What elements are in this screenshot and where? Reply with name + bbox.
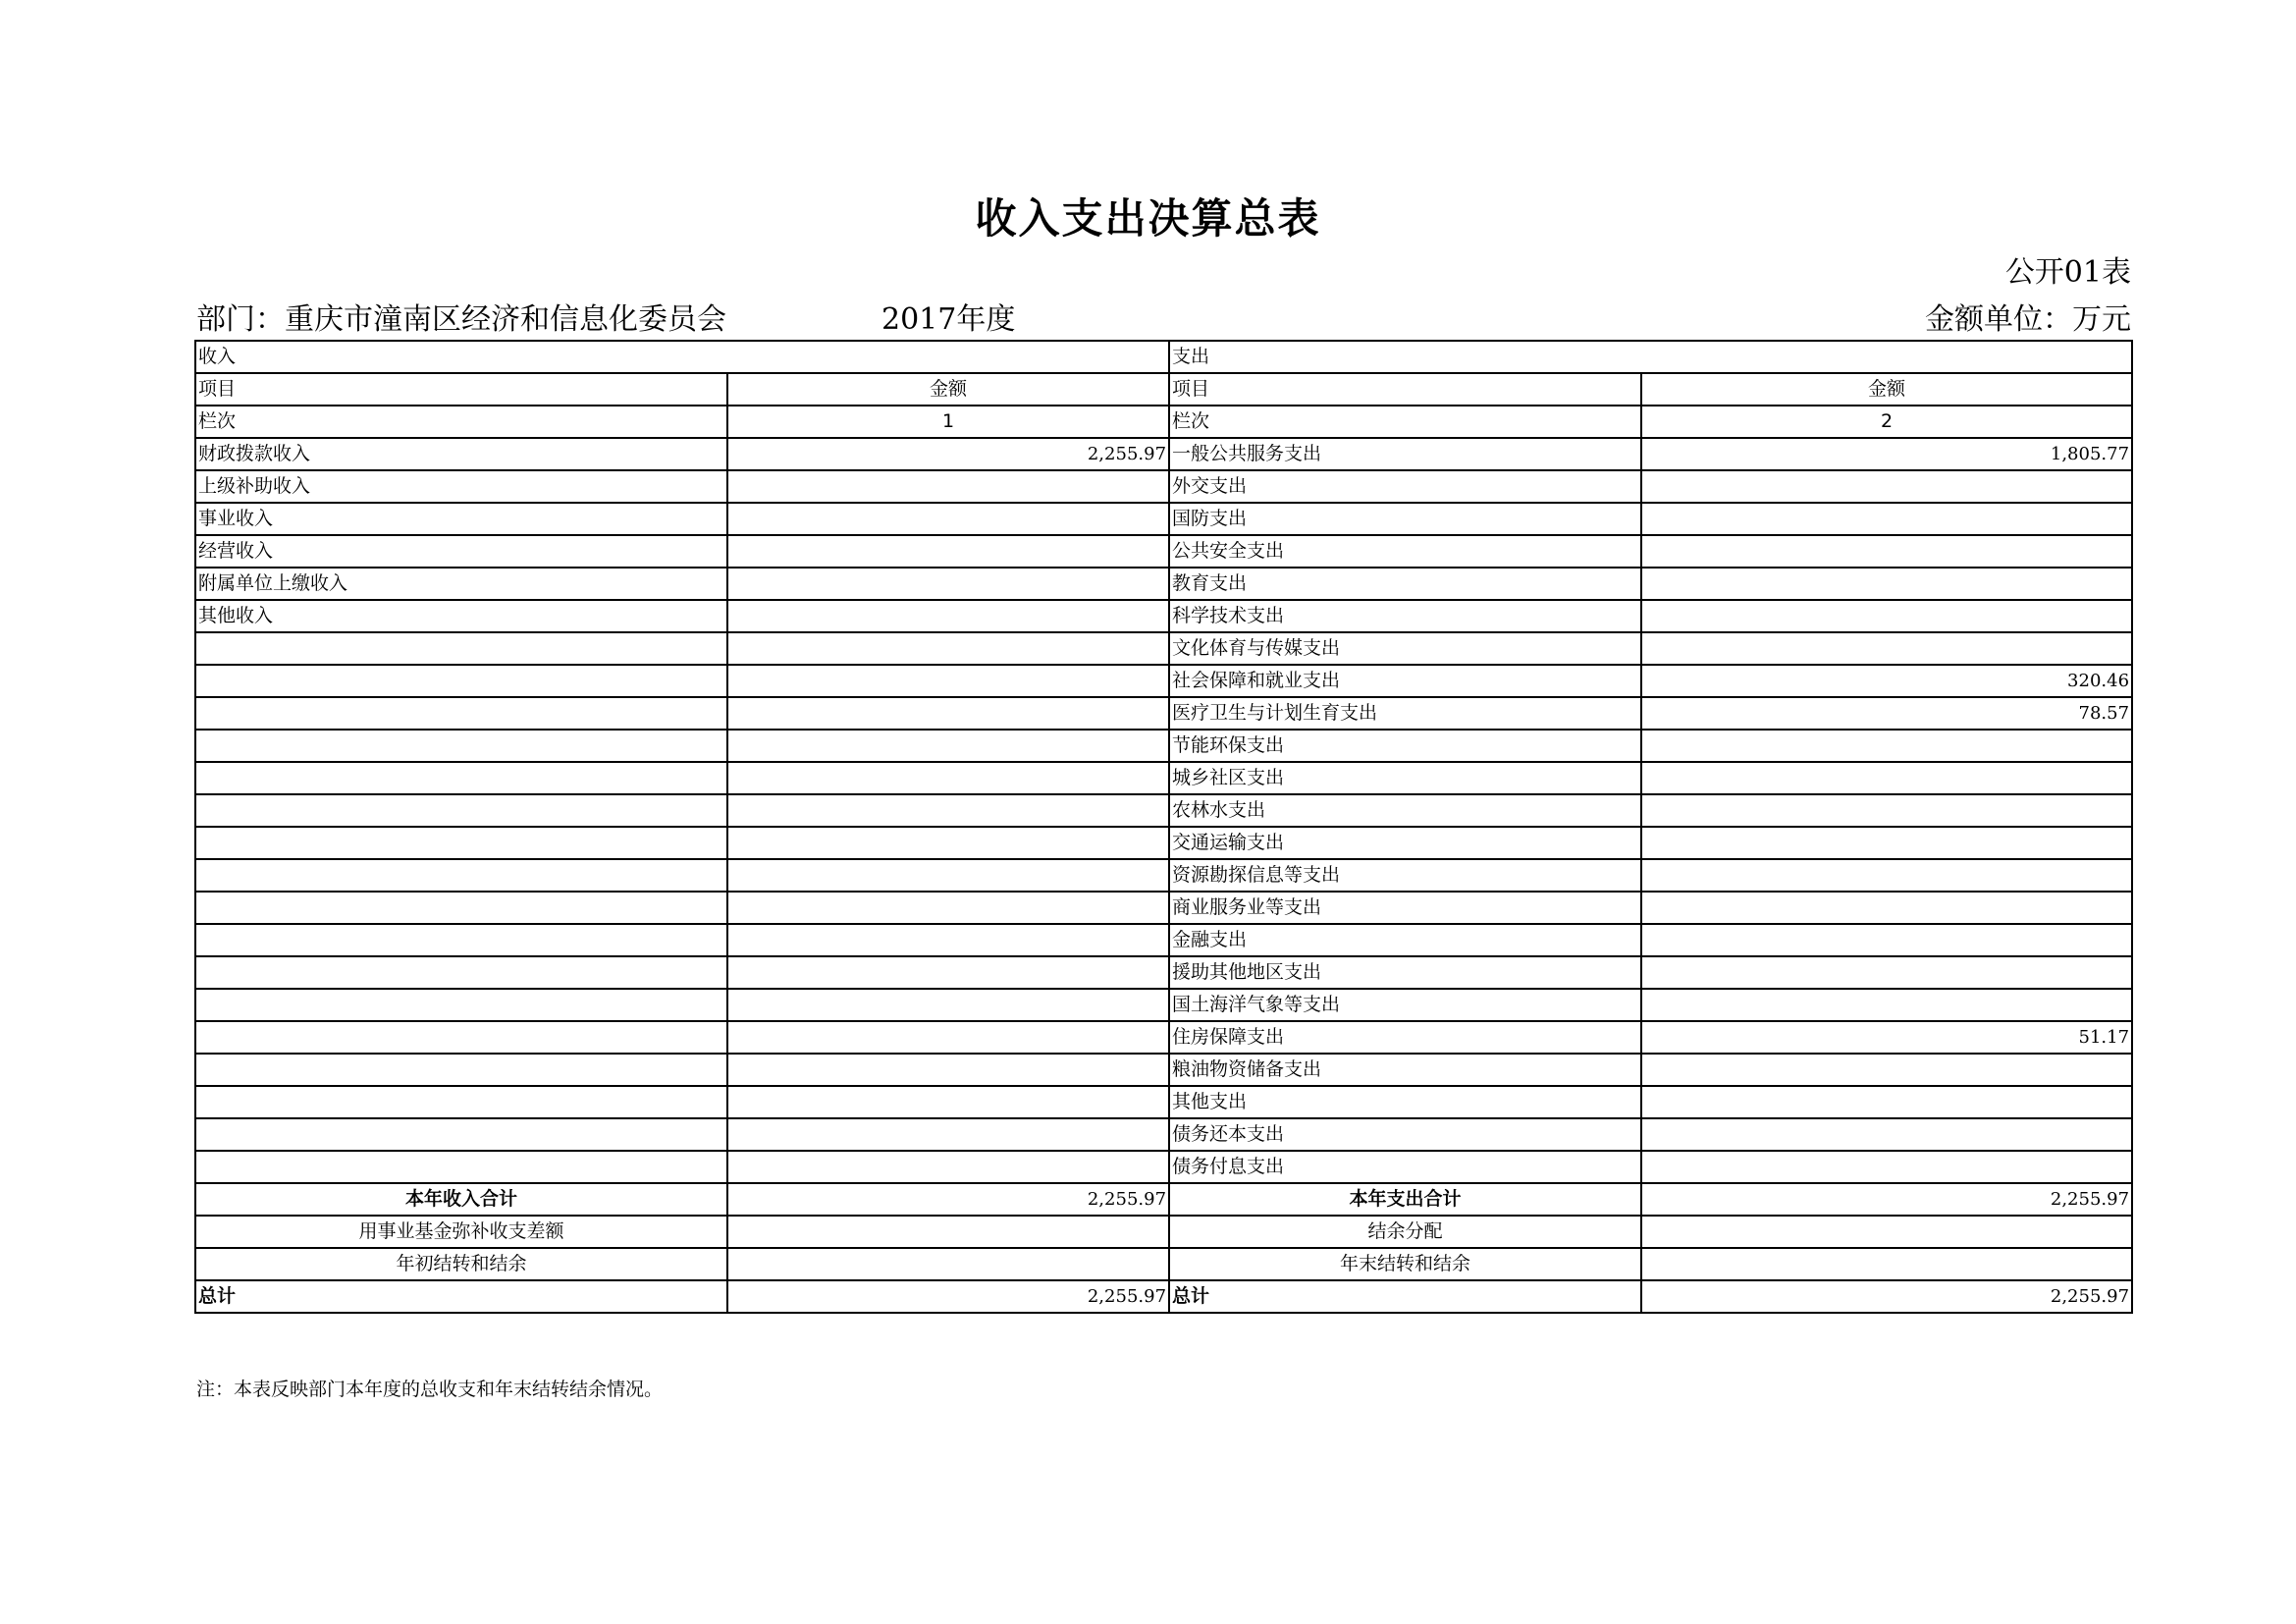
expense-item: 国防支出: [1169, 503, 1641, 535]
table-row: [195, 665, 2132, 697]
income-amount: [727, 632, 1169, 665]
expense-amount: [1641, 892, 2132, 924]
table-row: [195, 1151, 2132, 1183]
total-income-label: 本年收入合计: [195, 1183, 727, 1216]
form-number: 公开01表: [2004, 255, 2131, 290]
expense-item: 援助其他地区支出: [1169, 956, 1641, 989]
income-amount: [727, 470, 1169, 503]
income-amount: [727, 892, 1169, 924]
income-item: [195, 892, 727, 924]
expense-amount: [1641, 1151, 2132, 1183]
expense-item: 教育支出: [1169, 568, 1641, 600]
income-item: [195, 697, 727, 730]
table-row: [195, 535, 2132, 568]
begin-carryover-label: 年初结转和结余: [195, 1248, 727, 1280]
expense-item: 城乡社区支出: [1169, 762, 1641, 794]
expense-amount: [1641, 859, 2132, 892]
table-row: [195, 956, 2132, 989]
carryover-row: [195, 1248, 2132, 1280]
table-row: [195, 438, 2132, 470]
expense-amount: [1641, 503, 2132, 535]
expense-amount: 51.17: [1641, 1021, 2132, 1054]
fund-make-up-label: 用事业基金弥补收支差额: [195, 1216, 727, 1248]
expense-amount: 1,805.77: [1641, 438, 2132, 470]
income-item: [195, 1151, 727, 1183]
income-item: [195, 1118, 727, 1151]
table-row: [195, 730, 2132, 762]
expense-item: 交通运输支出: [1169, 827, 1641, 859]
expense-amount: [1641, 794, 2132, 827]
income-amount: [727, 568, 1169, 600]
income-amount: [727, 956, 1169, 989]
expense-item: 住房保障支出: [1169, 1021, 1641, 1054]
expense-item: 国土海洋气象等支出: [1169, 989, 1641, 1021]
income-item: [195, 665, 727, 697]
table-row: [195, 632, 2132, 665]
income-item-header: 项目: [195, 373, 727, 406]
end-carryover-amount: [1641, 1248, 2132, 1280]
column-index-row: [195, 406, 2132, 438]
income-amount: 2,255.97: [727, 438, 1169, 470]
expense-item: 债务还本支出: [1169, 1118, 1641, 1151]
expense-amount: [1641, 827, 2132, 859]
surplus-distribution-label: 结余分配: [1169, 1216, 1641, 1248]
expense-amount: 320.46: [1641, 665, 2132, 697]
expense-item: 农林水支出: [1169, 794, 1641, 827]
expense-item: 公共安全支出: [1169, 535, 1641, 568]
fund-make-up-amount: [727, 1216, 1169, 1248]
grand-total-row: [195, 1280, 2132, 1313]
section-header-row: [195, 341, 2132, 373]
table-row: [195, 600, 2132, 632]
expense-amount: [1641, 470, 2132, 503]
income-amount: [727, 665, 1169, 697]
income-item: 附属单位上缴收入: [195, 568, 727, 600]
expense-amount: 78.57: [1641, 697, 2132, 730]
table-note: 注：本表反映部门本年度的总收支和年末结转结余情况。: [196, 1379, 664, 1400]
table-row: [195, 697, 2132, 730]
income-index-number: 1: [727, 406, 1169, 438]
income-item: 其他收入: [195, 600, 727, 632]
amount-unit: 金额单位：万元: [1925, 302, 2131, 337]
income-expense-table: [194, 340, 2133, 1314]
expense-item: 科学技术支出: [1169, 600, 1641, 632]
department-label: 部门：重庆市潼南区经济和信息化委员会: [196, 302, 726, 337]
expense-amount: [1641, 956, 2132, 989]
income-amount: [727, 989, 1169, 1021]
income-item: [195, 1054, 727, 1086]
table-row: [195, 568, 2132, 600]
income-amount: [727, 859, 1169, 892]
grand-total-label-expense: 总计: [1169, 1280, 1641, 1313]
income-item: [195, 956, 727, 989]
table-row: [195, 762, 2132, 794]
table-row: [195, 1021, 2132, 1054]
income-amount: [727, 827, 1169, 859]
table-row: [195, 924, 2132, 956]
income-amount: [727, 535, 1169, 568]
table-row: [195, 470, 2132, 503]
income-item: 上级补助收入: [195, 470, 727, 503]
table-row: [195, 1054, 2132, 1086]
income-amount: [727, 730, 1169, 762]
expense-amount: [1641, 600, 2132, 632]
income-amount: [727, 1086, 1169, 1118]
table-row: [195, 503, 2132, 535]
grand-total-income: 2,255.97: [727, 1280, 1169, 1313]
fund-row: [195, 1216, 2132, 1248]
expense-amount: [1641, 989, 2132, 1021]
table-row: [195, 1118, 2132, 1151]
expense-item-header: 项目: [1169, 373, 1641, 406]
expense-amount: [1641, 1118, 2132, 1151]
expense-item: 外交支出: [1169, 470, 1641, 503]
expense-amount: [1641, 924, 2132, 956]
expense-amount-header: 金额: [1641, 373, 2132, 406]
expense-amount: [1641, 1054, 2132, 1086]
end-carryover-label: 年末结转和结余: [1169, 1248, 1641, 1280]
income-amount: [727, 1118, 1169, 1151]
income-amount: [727, 794, 1169, 827]
table-row: [195, 1086, 2132, 1118]
expense-amount: [1641, 1086, 2132, 1118]
income-amount: [727, 503, 1169, 535]
expense-item: 金融支出: [1169, 924, 1641, 956]
expense-item: 其他支出: [1169, 1086, 1641, 1118]
income-item: 经营收入: [195, 535, 727, 568]
income-item: [195, 762, 727, 794]
expense-item: 医疗卫生与计划生育支出: [1169, 697, 1641, 730]
income-item: 事业收入: [195, 503, 727, 535]
income-section-header: 收入: [195, 341, 1169, 373]
income-item: [195, 827, 727, 859]
expense-item: 粮油物资储备支出: [1169, 1054, 1641, 1086]
table-row: [195, 892, 2132, 924]
income-amount: [727, 762, 1169, 794]
surplus-distribution-amount: [1641, 1216, 2132, 1248]
income-amount-header: 金额: [727, 373, 1169, 406]
expense-index-label: 栏次: [1169, 406, 1641, 438]
total-expense-amount: 2,255.97: [1641, 1183, 2132, 1216]
expense-amount: [1641, 568, 2132, 600]
table-row: [195, 794, 2132, 827]
income-amount: [727, 1054, 1169, 1086]
table-row: [195, 827, 2132, 859]
expense-section-header: 支出: [1169, 341, 2132, 373]
total-income-amount: 2,255.97: [727, 1183, 1169, 1216]
expense-item: 文化体育与传媒支出: [1169, 632, 1641, 665]
income-amount: [727, 924, 1169, 956]
income-item: 财政拨款收入: [195, 438, 727, 470]
total-expense-label: 本年支出合计: [1169, 1183, 1641, 1216]
expense-item: 节能环保支出: [1169, 730, 1641, 762]
expense-amount: [1641, 535, 2132, 568]
expense-item: 资源勘探信息等支出: [1169, 859, 1641, 892]
column-header-row: [195, 373, 2132, 406]
income-amount: [727, 1151, 1169, 1183]
income-item: [195, 632, 727, 665]
table-row: [195, 989, 2132, 1021]
expense-amount: [1641, 632, 2132, 665]
income-amount: [727, 697, 1169, 730]
income-index-label: 栏次: [195, 406, 727, 438]
begin-carryover-amount: [727, 1248, 1169, 1280]
page-title: 收入支出决算总表: [975, 194, 1321, 243]
income-item: [195, 989, 727, 1021]
income-item: [195, 1086, 727, 1118]
expense-amount: [1641, 730, 2132, 762]
income-item: [195, 730, 727, 762]
income-item: [195, 859, 727, 892]
expense-item: 债务付息支出: [1169, 1151, 1641, 1183]
expense-amount: [1641, 762, 2132, 794]
expense-item: 一般公共服务支出: [1169, 438, 1641, 470]
grand-total-label: 总计: [195, 1280, 727, 1313]
expense-item: 商业服务业等支出: [1169, 892, 1641, 924]
income-amount: [727, 600, 1169, 632]
income-item: [195, 1021, 727, 1054]
expense-item: 社会保障和就业支出: [1169, 665, 1641, 697]
table-row: [195, 859, 2132, 892]
income-item: [195, 924, 727, 956]
grand-total-expense: 2,255.97: [1641, 1280, 2132, 1313]
fiscal-year: 2017年度: [881, 302, 1016, 337]
total-row: [195, 1183, 2132, 1216]
income-item: [195, 794, 727, 827]
expense-index-number: 2: [1641, 406, 2132, 438]
income-amount: [727, 1021, 1169, 1054]
